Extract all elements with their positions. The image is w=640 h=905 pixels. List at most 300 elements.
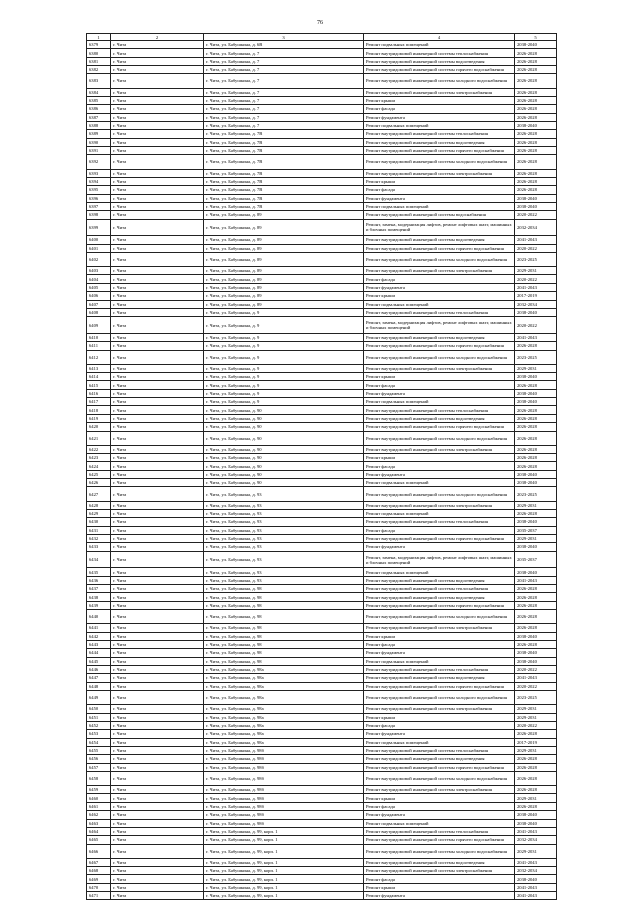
table-row [87,691,557,705]
row-number-cell: 6386 [87,105,111,113]
settlement-cell: г. Чита [111,827,204,835]
address-cell: г. Чита, ул. Бабушкина, д. 98 [204,657,364,665]
table-row [87,146,557,154]
work-type-cell: Ремонт подвальных помещений [364,479,515,487]
row-number-cell: 6380 [87,49,111,57]
row-number-cell: 6406 [87,292,111,300]
row-number-cell: 6441 [87,624,111,632]
work-type-cell: Ремонт внутридомовой инженерной системы холодного водоснабжения [364,252,515,266]
settlement-cell: г. Чита [111,721,204,729]
settlement-cell: г. Чита [111,875,204,883]
work-type-cell: Ремонт внутридомовой инженерной системы электроснабжения [364,705,515,713]
row-number-cell: 6418 [87,406,111,414]
row-number-cell: 6400 [87,236,111,244]
settlement-cell: г. Чита [111,730,204,738]
period-cell: 2026-2028 [515,105,557,113]
address-cell: г. Чита, ул. Бабушкина, д. 98а [204,665,364,673]
address-cell: г. Чита, ул. Бабушкина, д. 98б [204,755,364,763]
address-cell: г. Чита, ул. Бабушкина, д. 98 [204,640,364,648]
table-row [87,827,557,835]
settlement-cell: г. Чита [111,786,204,794]
settlement-cell: г. Чита [111,308,204,316]
settlement-cell: г. Чита [111,130,204,138]
period-cell: 2026-2028 [515,462,557,470]
settlement-cell: г. Чита [111,601,204,609]
row-number-cell: 6397 [87,202,111,210]
table-row [87,350,557,364]
settlement-cell: г. Чита [111,66,204,74]
row-number-cell: 6401 [87,244,111,252]
period-cell: 2026-2028 [515,755,557,763]
row-number-cell: 6457 [87,763,111,771]
address-cell: г. Чита, ул. Бабушкина, д. 7 [204,88,364,96]
address-cell: г. Чита, ул. Бабушкина, д. 90 [204,423,364,431]
period-cell: 2041-2043 [515,576,557,584]
row-number-cell: 6471 [87,892,111,900]
table-row [87,194,557,202]
period-cell: 2026-2028 [515,186,557,194]
row-number-cell: 6394 [87,177,111,185]
settlement-cell: г. Чита [111,568,204,576]
row-number-cell: 6463 [87,819,111,827]
table-row [87,138,557,146]
row-number-cell: 6459 [87,786,111,794]
row-number-cell: 6442 [87,632,111,640]
work-type-cell: Ремонт крыши [364,177,515,185]
settlement-cell: г. Чита [111,146,204,154]
table-row [87,794,557,802]
address-cell: г. Чита, ул. Бабушкина, д. 90 [204,454,364,462]
work-type-cell: Ремонт крыши [364,454,515,462]
work-type-cell: Ремонт подвальных помещений [364,41,515,49]
column-header: 5 [515,34,557,41]
period-cell: 2035-2037 [515,526,557,534]
work-type-cell: Ремонт внутридомовой инженерной системы горячего водоснабжения [364,146,515,154]
row-number-cell: 6450 [87,705,111,713]
settlement-cell: г. Чита [111,169,204,177]
settlement-cell: г. Чита [111,41,204,49]
table-row [87,593,557,601]
row-number-cell: 6469 [87,875,111,883]
address-cell: г. Чита, ул. Бабушкина, д. 93 [204,568,364,576]
table-row [87,867,557,875]
settlement-cell: г. Чита [111,509,204,517]
work-type-cell: Ремонт крыши [364,794,515,802]
address-cell: г. Чита, ул. Бабушкина, д. 7В [204,202,364,210]
settlement-cell: г. Чита [111,819,204,827]
row-number-cell: 6464 [87,827,111,835]
table-body [87,41,557,900]
table-row [87,819,557,827]
address-cell: г. Чита, ул. Бабушкина, д. 93 [204,518,364,526]
period-cell: 2038-2040 [515,518,557,526]
period-cell: 2017-2019 [515,292,557,300]
row-number-cell: 6393 [87,169,111,177]
settlement-cell: г. Чита [111,219,204,236]
row-number-cell: 6398 [87,211,111,219]
period-cell: 2038-2040 [515,389,557,397]
period-cell: 2041-2043 [515,892,557,900]
row-number-cell: 6415 [87,381,111,389]
period-cell: 2026-2028 [515,624,557,632]
table-row [87,892,557,900]
address-cell: г. Чита, ул. Бабушкина, д. 7В [204,169,364,177]
period-cell: 2026-2028 [515,771,557,785]
row-number-cell: 6412 [87,350,111,364]
settlement-cell: г. Чита [111,632,204,640]
column-header: 2 [111,34,204,41]
table-row [87,406,557,414]
row-number-cell: 6443 [87,640,111,648]
work-type-cell: Ремонт внутридомовой инженерной системы водоотведения [364,755,515,763]
period-cell: 2032-2034 [515,219,557,236]
work-type-cell: Ремонт фасада [364,186,515,194]
row-number-cell: 6451 [87,713,111,721]
table-row [87,551,557,568]
settlement-cell: г. Чита [111,543,204,551]
settlement-cell: г. Чита [111,317,204,334]
row-number-cell: 6467 [87,858,111,866]
settlement-cell: г. Чита [111,640,204,648]
work-type-cell: Ремонт внутридомовой инженерной системы электроснабжения [364,786,515,794]
address-cell: г. Чита, ул. Бабушкина, д. 98б [204,794,364,802]
table-row [87,526,557,534]
settlement-cell: г. Чита [111,292,204,300]
table-row [87,568,557,576]
period-cell: 2026-2028 [515,146,557,154]
period-cell: 2029-2031 [515,267,557,275]
address-cell: г. Чита, ул. Бабушкина, д. 89 [204,236,364,244]
settlement-cell: г. Чита [111,802,204,810]
work-type-cell: Ремонт внутридомовой инженерной системы теплоснабжения [364,827,515,835]
work-type-cell: Ремонт внутридомовой инженерной системы водоотведения [364,414,515,422]
work-type-cell: Ремонт фундамента [364,470,515,478]
period-cell: 2041-2043 [515,333,557,341]
table-row [87,88,557,96]
address-cell: г. Чита, ул. Бабушкина, д. 98а [204,713,364,721]
table-row [87,414,557,422]
row-number-cell: 6414 [87,373,111,381]
table-row [87,601,557,609]
row-number-cell: 6444 [87,649,111,657]
work-type-cell: Ремонт внутридомовой инженерной системы холодного водоснабжения [364,431,515,445]
row-number-cell: 6404 [87,275,111,283]
row-number-cell: 6468 [87,867,111,875]
period-cell: 2041-2043 [515,858,557,866]
table-row [87,300,557,308]
work-type-cell: Ремонт крыши [364,292,515,300]
settlement-cell: г. Чита [111,105,204,113]
table-row [87,509,557,517]
address-cell: г. Чита, ул. Бабушкина, д. 98б [204,802,364,810]
row-number-cell: 6434 [87,551,111,568]
work-type-cell: Ремонт фасада [364,875,515,883]
row-number-cell: 6408 [87,308,111,316]
address-cell: г. Чита, ул. Бабушкина, д. 98 [204,601,364,609]
period-cell: 2038-2040 [515,202,557,210]
table-row [87,202,557,210]
row-number-cell: 6453 [87,730,111,738]
table-row [87,105,557,113]
period-cell: 2026-2028 [515,130,557,138]
settlement-cell: г. Чита [111,771,204,785]
period-cell: 2026-2028 [515,730,557,738]
row-number-cell: 6425 [87,470,111,478]
period-cell: 2020-2022 [515,275,557,283]
row-number-cell: 6433 [87,543,111,551]
row-number-cell: 6409 [87,317,111,334]
work-type-cell: Ремонт фасада [364,802,515,810]
row-number-cell: 6456 [87,755,111,763]
column-header: 1 [87,34,111,41]
row-number-cell: 6421 [87,431,111,445]
period-cell: 2020-2022 [515,682,557,690]
period-cell: 2026-2028 [515,610,557,624]
address-cell: г. Чита, ул. Бабушкина, д. 98 [204,610,364,624]
address-cell: г. Чита, ул. Бабушкина, д. 9 [204,317,364,334]
period-cell: 2023-2025 [515,487,557,501]
row-number-cell: 6389 [87,130,111,138]
work-type-cell: Ремонт подвальных помещений [364,121,515,129]
settlement-cell: г. Чита [111,682,204,690]
work-type-cell: Ремонт фасада [364,381,515,389]
period-cell: 2026-2028 [515,786,557,794]
address-cell: г. Чита, ул. Бабушкина, д. 93 [204,576,364,584]
address-cell: г. Чита, ул. Бабушкина, д. 7В [204,138,364,146]
work-type-cell: Ремонт внутридомовой инженерной системы теплоснабжения [364,49,515,57]
table-row [87,858,557,866]
row-number-cell: 6424 [87,462,111,470]
work-type-cell: Ремонт внутридомовой инженерной системы электроснабжения [364,867,515,875]
period-cell: 2020-2022 [515,721,557,729]
table-row [87,252,557,266]
table-row [87,518,557,526]
work-type-cell: Ремонт, замена, модернизация лифтов, ремонт лифтовых шахт, машинных и блочных помещений [364,219,515,236]
settlement-cell: г. Чита [111,211,204,219]
period-cell: 2026-2028 [515,585,557,593]
period-cell: 2041-2043 [515,236,557,244]
settlement-cell: г. Чита [111,445,204,453]
address-cell: г. Чита, ул. Бабушкина, д. 7В [204,186,364,194]
row-number-cell: 6458 [87,771,111,785]
address-cell: г. Чита, ул. Бабушкина, д. 93 [204,509,364,517]
address-cell: г. Чита, ул. Бабушкина, д. 98а [204,738,364,746]
work-type-cell: Ремонт внутридомовой инженерной системы теплоснабжения [364,406,515,414]
work-type-cell: Ремонт внутридомовой инженерной системы горячего водоснабжения [364,682,515,690]
period-cell: 2029-2031 [515,501,557,509]
table-row [87,576,557,584]
settlement-cell: г. Чита [111,350,204,364]
settlement-cell: г. Чита [111,526,204,534]
settlement-cell: г. Чита [111,342,204,350]
row-number-cell: 6384 [87,88,111,96]
table-row [87,746,557,754]
work-type-cell: Ремонт внутридомовой инженерной системы водоотведения [364,674,515,682]
settlement-cell: г. Чита [111,283,204,291]
table-row [87,705,557,713]
period-cell: 2026-2028 [515,57,557,65]
work-type-cell: Ремонт внутридомовой инженерной системы горячего водоснабжения [364,423,515,431]
row-number-cell: 6390 [87,138,111,146]
work-type-cell: Ремонт подвальных помещений [364,819,515,827]
address-cell: г. Чита, ул. Бабушкина, д. 89 [204,267,364,275]
table-row [87,445,557,453]
settlement-cell: г. Чита [111,665,204,673]
table-row [87,113,557,121]
table-row [87,74,557,88]
work-type-cell: Ремонт крыши [364,632,515,640]
period-cell: 2038-2040 [515,373,557,381]
work-type-cell: Ремонт крыши [364,713,515,721]
row-number-cell: 6381 [87,57,111,65]
row-number-cell: 6391 [87,146,111,154]
settlement-cell: г. Чита [111,398,204,406]
row-number-cell: 6452 [87,721,111,729]
period-cell: 2038-2040 [515,121,557,129]
address-cell: г. Чита, ул. Бабушкина, д. 98 [204,649,364,657]
settlement-cell: г. Чита [111,501,204,509]
page-number: 76 [317,20,323,26]
address-cell: г. Чита, ул. Бабушкина, д. 7В [204,130,364,138]
settlement-cell: г. Чита [111,177,204,185]
period-cell: 2026-2028 [515,445,557,453]
row-number-cell: 6449 [87,691,111,705]
table-row [87,674,557,682]
settlement-cell: г. Чита [111,705,204,713]
work-type-cell: Ремонт крыши [364,883,515,891]
work-type-cell: Ремонт внутридомовой инженерной системы теплоснабжения [364,665,515,673]
row-number-cell: 6413 [87,364,111,372]
period-cell: 2020-2022 [515,244,557,252]
address-cell: г. Чита, ул. Бабушкина, д. 93 [204,501,364,509]
address-cell: г. Чита, ул. Бабушкина, д. 90 [204,431,364,445]
address-cell: г. Чита, ул. Бабушкина, д. 98а [204,730,364,738]
work-type-cell: Ремонт внутридомовой инженерной системы водоотведения [364,236,515,244]
table-row [87,57,557,65]
work-type-cell: Ремонт фундамента [364,389,515,397]
period-cell: 2038-2040 [515,819,557,827]
period-cell: 2029-2031 [515,534,557,542]
address-cell: г. Чита, ул. Бабушкина, д. 9 [204,333,364,341]
repair-schedule-table [86,33,557,900]
work-type-cell: Ремонт внутридомовой инженерной системы горячего водоснабжения [364,342,515,350]
row-number-cell: 6395 [87,186,111,194]
period-cell: 2023-2025 [515,252,557,266]
period-cell: 2038-2040 [515,632,557,640]
row-number-cell: 6387 [87,113,111,121]
table-row [87,543,557,551]
period-cell: 2038-2040 [515,811,557,819]
address-cell: г. Чита, ул. Бабушкина, д. 9 [204,381,364,389]
work-type-cell: Ремонт внутридомовой инженерной системы холодного водоснабжения [364,74,515,88]
address-cell: г. Чита, ул. Бабушкина, д. 9 [204,389,364,397]
table-row [87,186,557,194]
address-cell: г. Чита, ул. Бабушкина, д. 7 [204,96,364,104]
row-number-cell: 6439 [87,601,111,609]
row-number-cell: 6405 [87,283,111,291]
row-number-cell: 6396 [87,194,111,202]
settlement-cell: г. Чита [111,657,204,665]
table-row [87,267,557,275]
table-row [87,342,557,350]
address-cell: г. Чита, ул. Бабушкина, д. 9 [204,364,364,372]
settlement-cell: г. Чита [111,74,204,88]
settlement-cell: г. Чита [111,267,204,275]
row-number-cell: 6422 [87,445,111,453]
settlement-cell: г. Чита [111,300,204,308]
table-row [87,121,557,129]
work-type-cell: Ремонт, замена, модернизация лифтов, ремонт лифтовых шахт, машинных и блочных помещений [364,317,515,334]
period-cell: 2026-2028 [515,406,557,414]
row-number-cell: 6429 [87,509,111,517]
settlement-cell: г. Чита [111,624,204,632]
period-cell: 2026-2028 [515,88,557,96]
table-row [87,836,557,844]
settlement-cell: г. Чита [111,738,204,746]
period-cell: 2029-2031 [515,794,557,802]
address-cell: г. Чита, ул. Бабушкина, д. 7 [204,66,364,74]
row-number-cell: 6428 [87,501,111,509]
row-number-cell: 6432 [87,534,111,542]
address-cell: г. Чита, ул. Бабушкина, д. 98б [204,811,364,819]
work-type-cell: Ремонт внутридомовой инженерной системы водоотведения [364,593,515,601]
work-type-cell: Ремонт фундамента [364,113,515,121]
address-cell: г. Чита, ул. Бабушкина, д. 93 [204,534,364,542]
row-number-cell: 6470 [87,883,111,891]
work-type-cell: Ремонт внутридомовой инженерной системы электроснабжения [364,88,515,96]
row-number-cell: 6403 [87,267,111,275]
address-cell: г. Чита, ул. Бабушкина, д. 98б [204,786,364,794]
address-cell: г. Чита, ул. Бабушкина, д. 98б [204,746,364,754]
settlement-cell: г. Чита [111,333,204,341]
table-row [87,130,557,138]
work-type-cell: Ремонт внутридомовой инженерной системы горячего водоснабжения [364,836,515,844]
settlement-cell: г. Чита [111,794,204,802]
row-number-cell: 6446 [87,665,111,673]
address-cell: г. Чита, ул. Бабушкина, д. 7 [204,113,364,121]
work-type-cell: Ремонт внутридомовой инженерной системы теплоснабжения [364,308,515,316]
settlement-cell: г. Чита [111,275,204,283]
settlement-cell: г. Чита [111,96,204,104]
work-type-cell: Ремонт внутридомовой инженерной системы холодного водоснабжения [364,610,515,624]
work-type-cell: Ремонт фасада [364,462,515,470]
table-row [87,763,557,771]
address-cell: г. Чита, ул. Бабушкина, д. 89 [204,300,364,308]
settlement-cell: г. Чита [111,138,204,146]
period-cell: 2038-2040 [515,657,557,665]
period-cell: 2041-2043 [515,283,557,291]
address-cell: г. Чита, ул. Бабушкина, д. 98 [204,632,364,640]
work-type-cell: Ремонт внутридомовой инженерной системы электроснабжения [364,445,515,453]
row-number-cell: 6392 [87,155,111,169]
period-cell: 2041-2043 [515,883,557,891]
table-row [87,275,557,283]
address-cell: г. Чита, ул. Бабушкина, д. 98а [204,682,364,690]
period-cell: 2029-2031 [515,705,557,713]
row-number-cell: 6447 [87,674,111,682]
period-cell: 2026-2028 [515,601,557,609]
address-cell: г. Чита, ул. Бабушкина, д. 90 [204,414,364,422]
work-type-cell: Ремонт фундамента [364,283,515,291]
work-type-cell: Ремонт внутридомовой инженерной системы горячего водоснабжения [364,66,515,74]
address-cell: г. Чита, ул. Бабушкина, д. 89 [204,275,364,283]
settlement-cell: г. Чита [111,487,204,501]
work-type-cell: Ремонт подвальных помещений [364,657,515,665]
work-type-cell: Ремонт внутридомовой инженерной системы водоотведения [364,57,515,65]
period-cell: 2038-2040 [515,875,557,883]
period-cell: 2038-2040 [515,470,557,478]
settlement-cell: г. Чита [111,883,204,891]
